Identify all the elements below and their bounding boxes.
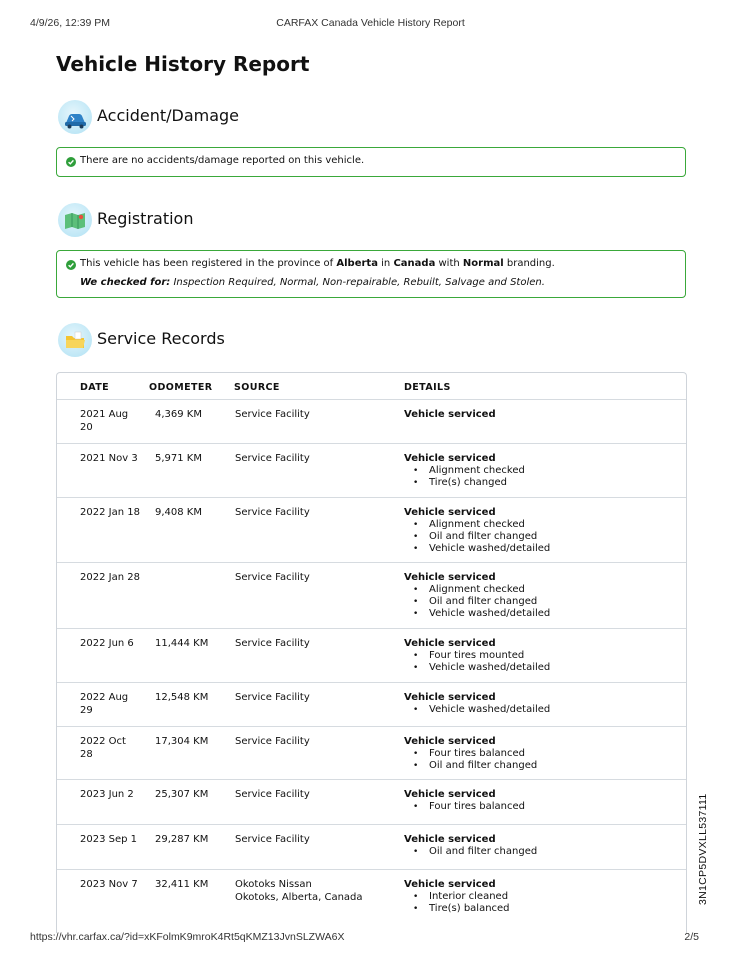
checked-for-list: Inspection Required, Normal, Non-repairable, Rebuilt, Salvage and Stolen.: [170, 277, 545, 288]
table-row: [57, 779, 686, 825]
registration-message: [80, 258, 555, 269]
record-details-title: Vehicle serviced: [404, 638, 496, 649]
record-details-title: Vehicle serviced: [404, 572, 496, 583]
record-source: [235, 833, 310, 846]
record-source: [235, 735, 310, 748]
record-date: [80, 878, 138, 891]
record-details-title: Vehicle serviced: [404, 834, 496, 845]
record-date-line: 2023 Jun 2: [80, 789, 134, 800]
record-date: [80, 571, 140, 584]
record-date: [80, 452, 138, 465]
accident-message: There are no accidents/damage reported on this vehicle.: [80, 155, 365, 166]
record-date-line: 2022 Jan 28: [80, 572, 140, 583]
registration-province: Alberta: [336, 258, 378, 269]
record-source-line: Service Facility: [235, 789, 310, 800]
record-date-line: 29: [80, 705, 93, 716]
record-details-list: [404, 891, 510, 915]
record-source-line: Okotoks Nissan: [235, 879, 312, 890]
service-records-table: [56, 372, 687, 933]
record-source: [235, 788, 310, 801]
record-date: [80, 506, 140, 519]
registration-checked-line: [80, 277, 545, 288]
print-datetime: 4/9/26, 12:39 PM: [30, 17, 110, 29]
check-circle-icon: [66, 260, 76, 270]
col-header-source: SOURCE: [234, 382, 280, 393]
table-row: [57, 824, 686, 870]
record-details-list: [404, 704, 550, 716]
record-date-line: 2023 Sep 1: [80, 834, 138, 845]
record-source: [235, 408, 310, 421]
print-url: https://vhr.carfax.ca/?id=xKFolmK9mroK4Rt5qKMZ13JvnSLZWA6X: [30, 931, 345, 943]
accident-title: Accident/Damage: [97, 106, 240, 125]
list-item: • Vehicle washed/detailed: [404, 704, 550, 716]
registration-title: Registration: [97, 209, 194, 228]
record-source-line: Service Facility: [235, 507, 310, 518]
record-date-line: 2022 Jun 6: [80, 638, 134, 649]
table-row: [57, 443, 686, 498]
col-header-odometer: ODOMETER: [149, 382, 213, 393]
record-date-line: 2021 Aug: [80, 409, 129, 420]
list-item: • Alignment checked: [404, 519, 550, 531]
record-details-list: [404, 846, 537, 858]
list-item: • Alignment checked: [404, 584, 550, 596]
record-details: [404, 878, 510, 915]
record-date: [80, 691, 128, 717]
record-date-line: 20: [80, 422, 93, 433]
record-details-list: [404, 584, 550, 620]
col-header-details: DETAILS: [404, 382, 451, 393]
col-header-date: DATE: [80, 382, 110, 393]
table-row: [57, 726, 686, 780]
list-item: • Tire(s) balanced: [404, 903, 510, 915]
record-source-line: Service Facility: [235, 638, 310, 649]
record-date: [80, 408, 128, 434]
record-source: [235, 637, 310, 650]
record-details-list: [404, 519, 550, 555]
record-details-title: Vehicle serviced: [404, 789, 496, 800]
table-row: [57, 682, 686, 727]
list-item: • Oil and filter changed: [404, 596, 550, 608]
print-header: [30, 17, 711, 31]
list-item: • Vehicle washed/detailed: [404, 543, 550, 555]
record-date-line: 2023 Nov 7: [80, 879, 138, 890]
list-item: • Oil and filter changed: [404, 846, 537, 858]
record-date: [80, 833, 137, 846]
record-details-title: Vehicle serviced: [404, 736, 496, 747]
record-details: [404, 452, 525, 489]
record-date: [80, 788, 134, 801]
record-details: [404, 788, 525, 813]
accident-status-box: [56, 147, 686, 177]
checked-for-label: We checked for:: [80, 277, 171, 288]
record-details: [404, 691, 550, 716]
record-date-line: 2022 Oct: [80, 736, 126, 747]
record-odometer: 9,408 KM: [155, 507, 202, 518]
table-row: [57, 562, 686, 629]
registration-text-pre: This vehicle has been registered in the province of: [80, 258, 337, 269]
record-details: [404, 735, 537, 772]
registration-country: Canada: [393, 258, 436, 269]
record-odometer: 29,287 KM: [155, 834, 209, 845]
registration-branding: Normal: [462, 258, 504, 269]
list-item: • Four tires balanced: [404, 801, 525, 813]
record-details-title: Vehicle serviced: [404, 507, 496, 518]
record-details: [404, 637, 550, 674]
record-odometer: 11,444 KM: [155, 638, 209, 649]
list-item: • Tire(s) changed: [404, 477, 525, 489]
list-item: • Alignment checked: [404, 465, 525, 477]
list-item: • Vehicle washed/detailed: [404, 608, 550, 620]
registration-status-box: [56, 250, 686, 298]
record-date-line: 2022 Aug: [80, 692, 129, 703]
record-source-line: Service Facility: [235, 409, 310, 420]
table-row: [57, 399, 686, 444]
record-details: [404, 833, 537, 858]
record-details-list: [404, 748, 537, 772]
list-item: • Vehicle washed/detailed: [404, 662, 550, 674]
record-date: [80, 735, 126, 761]
record-odometer: 5,971 KM: [155, 453, 202, 464]
record-source-line: Service Facility: [235, 572, 310, 583]
record-details-title: Vehicle serviced: [404, 453, 496, 464]
car-damage-icon: [58, 100, 92, 134]
record-odometer: 32,411 KM: [155, 879, 209, 890]
record-source-line: Service Facility: [235, 453, 310, 464]
list-item: • Oil and filter changed: [404, 760, 537, 772]
record-source-line: Service Facility: [235, 834, 310, 845]
record-source: [235, 878, 363, 904]
print-footer: [30, 931, 711, 945]
record-source-line: Service Facility: [235, 692, 310, 703]
record-source: [235, 452, 310, 465]
check-circle-icon: [66, 157, 76, 167]
record-date-line: 2022 Jan 18: [80, 507, 140, 518]
record-odometer: 12,548 KM: [155, 692, 209, 703]
record-source: [235, 691, 310, 704]
map-icon: [58, 203, 92, 237]
record-odometer: 4,369 KM: [155, 409, 202, 420]
table-row: [57, 869, 686, 933]
record-date-line: 2021 Nov 3: [80, 453, 138, 464]
record-source: [235, 571, 310, 584]
print-doc-title: CARFAX Canada Vehicle History Report: [276, 17, 465, 29]
record-details-list: [404, 801, 525, 813]
record-odometer: 25,307 KM: [155, 789, 209, 800]
record-details-title: Vehicle serviced: [404, 692, 496, 703]
registration-text-mid: in: [377, 258, 394, 269]
record-odometer: 17,304 KM: [155, 736, 209, 747]
print-page-number: 2/5: [684, 931, 699, 943]
record-details: [404, 571, 550, 620]
list-item: • Interior cleaned: [404, 891, 510, 903]
record-details: [404, 408, 496, 421]
page-title: Vehicle History Report: [56, 52, 310, 76]
list-item: • Four tires mounted: [404, 650, 550, 662]
record-source: [235, 506, 310, 519]
record-source-line: Okotoks, Alberta, Canada: [235, 892, 363, 903]
list-item: • Oil and filter changed: [404, 531, 550, 543]
registration-text-mid2: with: [435, 258, 463, 269]
list-item: • Four tires balanced: [404, 748, 537, 760]
record-details-list: [404, 650, 550, 674]
record-details-list: [404, 465, 525, 489]
record-date: [80, 637, 134, 650]
record-details-title: Vehicle serviced: [404, 409, 496, 420]
table-row: [57, 497, 686, 563]
vin-sidebar: 3N1CP5DVXLL537111: [697, 793, 709, 905]
service-title: Service Records: [97, 329, 225, 348]
record-source-line: Service Facility: [235, 736, 310, 747]
record-details: [404, 506, 550, 555]
table-row: [57, 628, 686, 683]
folder-icon: [58, 323, 92, 357]
registration-text-post: branding.: [503, 258, 555, 269]
record-details-title: Vehicle serviced: [404, 879, 496, 890]
record-date-line: 28: [80, 749, 93, 760]
